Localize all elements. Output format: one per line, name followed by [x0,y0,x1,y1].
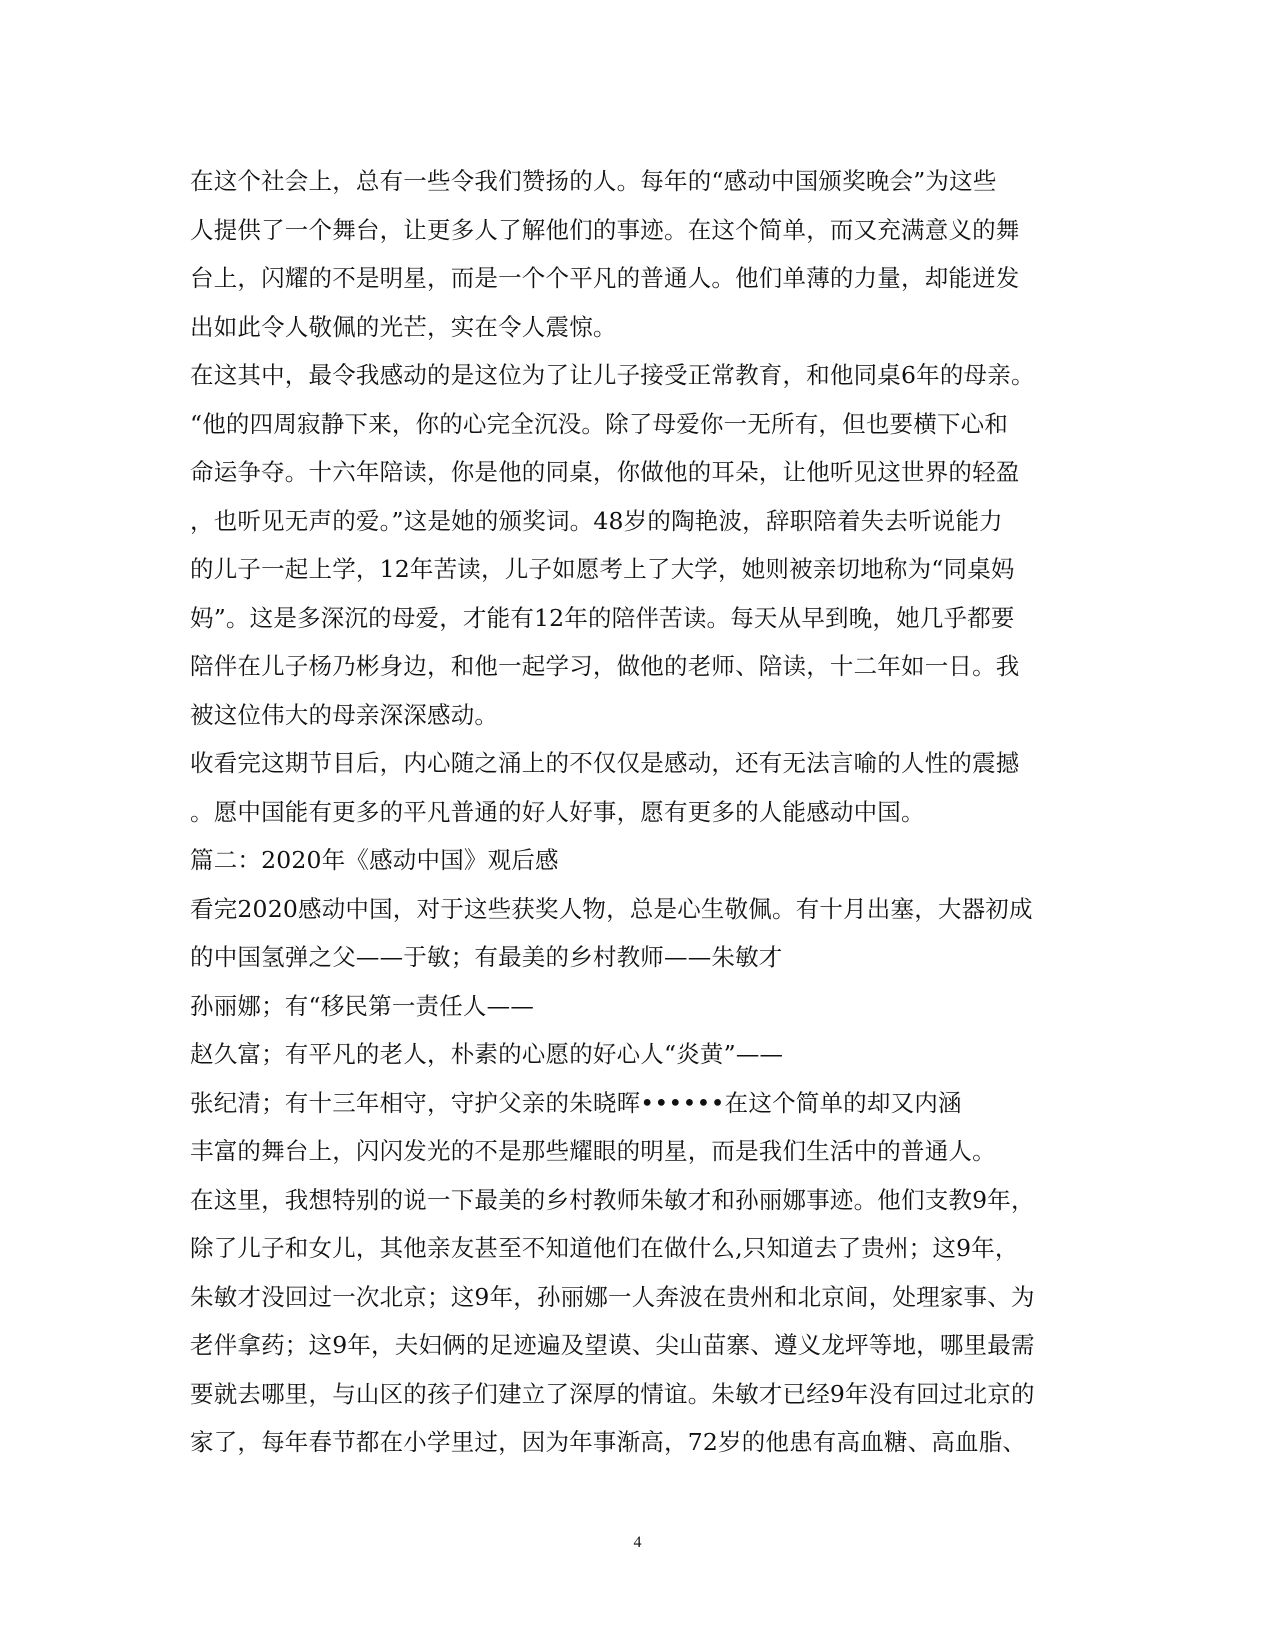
text-line: 丰富的舞台上，闪闪发光的不是那些耀眼的明星，而是我们生活中的普通人。 [190,1137,996,1165]
text-line: ，也听见无声的爱。”这是她的颁奖词。48岁的陶艳波，辞职陪着失去听说能力 [190,506,1003,535]
text-line: 赵久富；有平凡的老人，朴素的心愿的好心人“炎黄”—— [190,1040,784,1068]
text-line: 台上，闪耀的不是明星，而是一个个平凡的普通人。他们单薄的力量，却能迸发 [190,264,1020,292]
text-line: 陪伴在儿子杨乃彬身边，和他一起学习，做他的老师、陪读，十二年如一日。我 [190,652,1020,680]
document-body [190,157,1080,1467]
text-line: 朱敏才没回过一次北京；这9年，孙丽娜一人奔波在贵州和北京间，处理家事、为 [190,1282,1035,1311]
text-line: 命运争夺。十六年陪读，你是他的同桌，你做他的耳朵，让他听见这世界的轻盈 [190,458,1020,486]
text-line: 的儿子一起上学，12年苦读，儿子如愿考上了大学，她则被亲切地称为“同桌妈 [190,555,1015,583]
section-heading: 篇二：2020年《感动中国》观后感 [190,846,559,874]
text-line: 出如此令人敬佩的光芒，实在令人震惊。 [190,312,617,341]
page-number: 4 [633,1534,642,1551]
text-line: 。愿中国能有更多的平凡普通的好人好事，愿有更多的人能感动中国。 [190,797,925,826]
text-line: 妈”。这是多深沉的母爱，才能有12年的陪伴苦读。每天从早到晚，她几乎都要 [190,603,1015,632]
text-line: 孙丽娜；有“移民第一责任人—— [190,991,535,1020]
text-line: 收看完这期节目后，内心随之涌上的不仅仅是感动，还有无法言喻的人性的震撼 [190,749,1020,777]
text-line: 的中国氢弹之父——于敏；有最美的乡村教师——朱敏才 [190,943,783,971]
text-line: 被这位伟大的母亲深深感动。 [190,700,499,729]
text-line: 在这个社会上，总有一些令我们赞扬的人。每年的“感动中国颁奖晚会”为这些 [190,167,997,195]
text-line: 人提供了一个舞台，让更多人了解他们的事迹。在这个简单，而又充满意义的舞 [190,215,1020,244]
text-line: 看完2020感动中国，对于这些获奖人物，总是心生敬佩。有十月出塞，大器初成 [190,894,1033,923]
text-line: “他的四周寂静下来，你的心完全沉没。除了母爱你一无所有，但也要横下心和 [190,409,1009,438]
text-line: 张纪清；有十三年相守，守护父亲的朱晓晖••••••在这个简单的却又内涵 [190,1088,962,1117]
text-line: 在这其中，最令我感动的是这位为了让儿子接受正常教育，和他同桌6年的母亲。 [190,361,1035,389]
text-line: 家了，每年春节都在小学里过，因为年事渐高，72岁的他患有高血糖、高血脂、 [190,1428,1027,1456]
text-line: 老伴拿药；这9年，夫妇俩的足迹遍及望谟、尖山苗寨、遵义龙坪等地，哪里最需 [190,1331,1035,1359]
text-line: 要就去哪里，与山区的孩子们建立了深厚的情谊。朱敏才已经9年没有回过北京的 [190,1379,1035,1408]
text-line: 除了儿子和女儿，其他亲友甚至不知道他们在做什么,只知道去了贵州；这9年， [190,1234,1019,1262]
text-line: 在这里，我想特别的说一下最美的乡村教师朱敏才和孙丽娜事迹。他们支教9年， [190,1185,1035,1214]
